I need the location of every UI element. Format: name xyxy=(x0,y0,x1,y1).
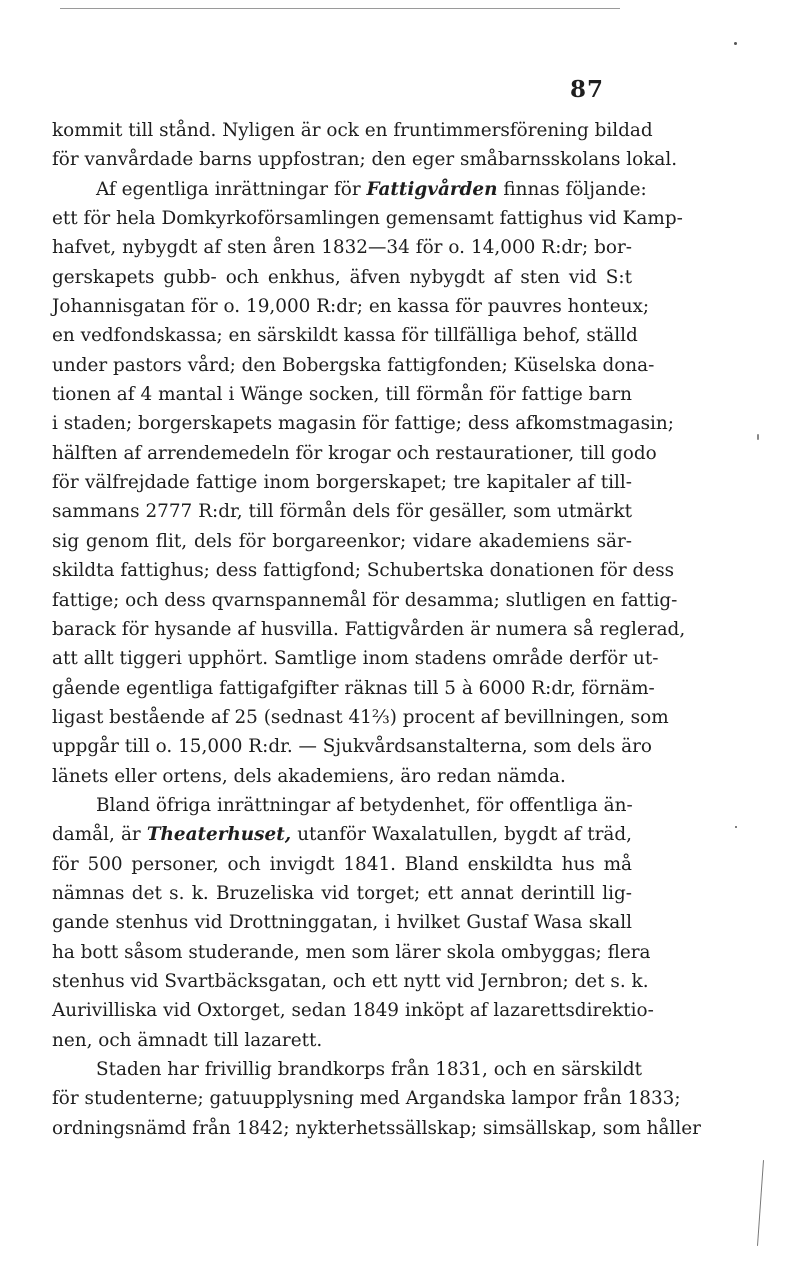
text-line: uppgår till o. 15,000 R:dr. — Sjukvårdsanstalterna, som dels äro xyxy=(52,736,652,758)
text-line: ligast bestående af 25 (sednast 41⅔) procent af bevillningen, som xyxy=(52,706,669,728)
text-line: skildta fattighus; dess fattigfond; Schubertska donationen för dess xyxy=(52,560,675,582)
text-line: nen, och ämnadt till lazarett. xyxy=(52,1029,323,1051)
text-segment: finnas följande: xyxy=(497,178,647,200)
text-line: ha bott såsom studerande, men som lärer skola ombyggas; flera xyxy=(52,941,651,963)
emphasized-term: Fattigvården xyxy=(366,178,498,200)
text-line: en vedfondskassa; en särskildt kassa för tillfälliga behof, ställd xyxy=(52,325,638,347)
text-line: stenhus vid Svartbäcksgatan, och ett nytt vid Jernbron; det s. k. xyxy=(52,970,649,992)
text-line: för studenterne; gatuupplysning med Argandska lampor från 1833; xyxy=(52,1088,681,1110)
text-line: barack för hysande af husvilla. Fattigvården är numera så reglerad, xyxy=(52,618,686,640)
text-line: ett för hela Domkyrkoförsamlingen gemensamt fattighus vid Kamp- xyxy=(52,208,683,230)
scan-speck xyxy=(734,42,737,45)
text-line: nämnas det s. k. Bruzeliska vid torget; ett annat derintill lig- xyxy=(52,882,632,904)
text-segment: utanför Waxalatullen, bygdt af träd, xyxy=(291,824,632,846)
text-line: hälften af arrendemedeln för krogar och restaurationer, till godo xyxy=(52,442,657,464)
text-line: i staden; borgerskapets magasin för fattige; dess afkomstmagasin; xyxy=(52,413,674,435)
text-line xyxy=(52,175,647,204)
text-line: Aurivilliska vid Oxtorget, sedan 1849 inköpt af lazarettsdirektio- xyxy=(52,1000,654,1022)
text-line: Johannisgatan för o. 19,000 R:dr; en kassa för pauvres honteux; xyxy=(52,296,650,318)
text-line xyxy=(52,820,632,849)
text-line: gående egentliga fattigafgifter räknas till 5 à 6000 R:dr, förnäm- xyxy=(52,677,655,699)
text-line: att allt tiggeri upphört. Samtlige inom stadens område derför ut- xyxy=(52,648,659,670)
text-line: för välfrejdade fattige inom borgerskapet; tre kapitaler af till- xyxy=(52,472,632,494)
scan-speck xyxy=(757,434,759,440)
scan-speck xyxy=(735,826,737,828)
text-line: kommit till stånd. Nyligen är ock en fruntimmersförening bildad xyxy=(52,120,653,141)
text-line: länets eller ortens, dels akademiens, äro redan nämda. xyxy=(52,765,566,787)
text-line: hafvet, nybygdt af sten åren 1832—34 för o. 14,000 R:dr; bor- xyxy=(52,237,632,259)
text-line: gande stenhus vid Drottninggatan, i hvilket Gustaf Wasa skall xyxy=(52,912,632,934)
text-line: ordningsnämd från 1842; nykterhetssällskap; simsällskap, som håller xyxy=(52,1117,701,1139)
text-line: för 500 personer, och invigdt 1841. Bland enskildta hus må xyxy=(52,853,632,875)
body-text xyxy=(52,116,701,1143)
text-line: för vanvårdade barns uppfostran; den eger småbarnsskolans lokal. xyxy=(52,149,678,171)
text-line: Bland öfriga inrättningar af betydenhet, för offentliga än- xyxy=(96,794,633,816)
top-edge-rule xyxy=(60,8,620,9)
text-line: under pastors vård; den Bobergska fattigfonden; Küselska dona- xyxy=(52,354,655,376)
page-number: 87 xyxy=(569,76,604,103)
text-segment: Af egentliga inrättningar för xyxy=(96,178,367,200)
text-line: sammans 2777 R:dr, till förmån dels för gesäller, som utmärkt xyxy=(52,501,632,523)
text-line: Staden har frivillig brandkorps från 1831, och en särskildt xyxy=(96,1059,643,1080)
margin-pencil-mark xyxy=(757,1160,764,1246)
text-line: gerskapets gubb- och enkhus, äfven nybygdt af sten vid S:t xyxy=(52,266,632,288)
text-line: fattige; och dess qvarnspannemål för desamma; slutligen en fattig- xyxy=(52,589,678,611)
text-line: sig genom flit, dels för borgareenkor; vidare akademiens sär- xyxy=(52,530,632,552)
text-segment: damål, är xyxy=(52,824,147,846)
text-line: tionen af 4 mantal i Wänge socken, till förmån för fattige barn xyxy=(52,384,632,406)
emphasized-term: Theaterhuset, xyxy=(146,824,292,846)
